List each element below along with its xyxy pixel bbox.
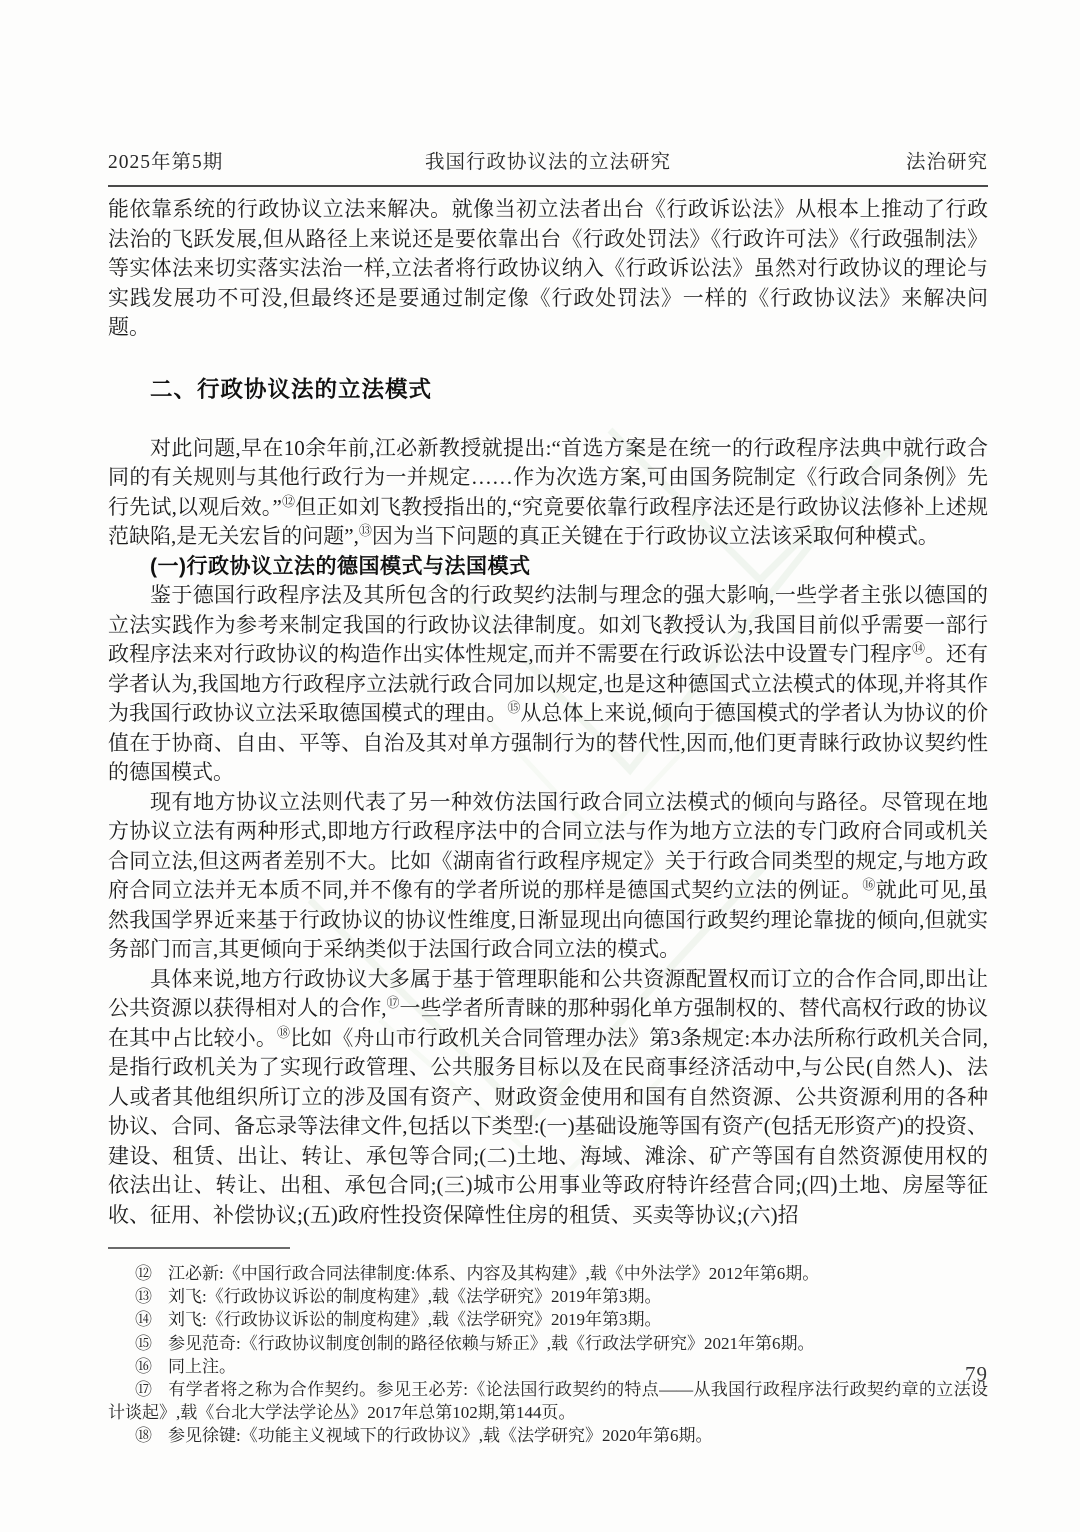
footnote-text: 同上注。 [168,1356,236,1376]
footnote-ref: ⑯ [862,877,876,892]
journal-issue: 2025年第5期 [108,152,224,173]
page-header [108,0,988,187]
footnote-number: ⑯ [135,1356,152,1376]
footnote-ref: ⑮ [507,700,521,715]
footnote-text: 有学者将之称为合作契约。参见王必芳:《论法国行政契约的特点——从我国行政程序法行政契约章的立法设计谈起》,载《台北大学法学论丛》2017年总第102期,第144页。 [108,1380,988,1423]
footnote-number: ⑰ [135,1380,153,1400]
article-body [108,195,988,1230]
footnote-item [108,1308,988,1331]
footnote-text: 江必新:《中国行政合同法律制度:体系、内容及其构建》,载《中外法学》2012年第6期。 [168,1264,820,1283]
body-paragraph: 能依靠系统的行政协议立法来解决。就像当初立法者出台《行政诉讼法》从根本上推动了行政法治的飞跃发展,但从路径上来说还是要依靠出台《行政处罚法》《行政许可法》《行政强制法》等实体法来切实落实法治一样,立法者将行政协议纳入《行政诉讼法》虽然对行政协议的理论与实践发展功不可没,但最终还是要通过制定像《行政处罚法》一样的《行政协议法》来解决问题。 [108,197,988,339]
body-paragraph: 现有地方协议立法则代表了另一种效仿法国行政合同立法模式的倾向与路径。尽管现在地方协议立法有两种形式,即地方行政程序法中的合同立法与作为地方立法的专门政府合同或机关合同立法,但这两者差别不大。比如《湖南省行政程序规定》关于行政合同类型的规定,与地方政府合同立法并无本质不同,并不像有的学者所说的那样是德国式契约立法的例证。⑯就此可见,虽然我国学界近来基于行政协议的协议性维度,日渐显现出向德国行政契约理论靠拢的倾向,但就实务部门而言,其更倾向于采纳类似于法国行政合同立法的模式。 [108,789,989,961]
footnote-text: 参见范奇:《行政协议制度创制的路径依赖与矫正》,载《行政法学研究》2021年第6期。 [168,1333,815,1353]
footnote-ref: ⑬ [358,523,372,538]
footnote-number: ⑭ [135,1310,152,1330]
footnote-item [108,1262,988,1285]
body-paragraph: 对此问题,早在10余年前,江必新教授就提出:“首选方案是在统一的行政程序法典中就行政合同的有关规则与其他行政行为一并规定……作为次选方案,可由国务院制定《行政合同条例》先行先试,以观后效。”⑫但正如刘飞教授指出的,“究竟要依靠行政程序法还是行政协议法修补上述规范缺陷,是无关宏旨的问题”,⑬因为当下问题的真正关键在于行政协议立法该采取何种模式。 [108,435,988,548]
footnote-ref: ⑫ [281,493,296,509]
footnote-ref: ⑱ [277,1024,291,1040]
footnote-text: 刘飞:《行政协议诉讼的制度构建》,载《法学研究》2019年第3期。 [168,1310,662,1330]
footnote-ref: ⑰ [386,995,400,1010]
footnote-number: ⑱ [135,1426,152,1446]
page-number: 79 [965,1362,988,1386]
footnote-list [108,1262,988,1448]
footnote-item [108,1378,988,1424]
running-title: 我国行政协议法的立法研究 [424,152,671,173]
footnote-item [108,1424,988,1447]
footnote-item [108,1332,988,1355]
body-paragraph: 鉴于德国行政程序法及其所包含的行政契约法制与理念的强大影响,一些学者主张以德国的立法实践作为参考来制定我国的行政协议法律制度。如刘飞教授认为,我国目前似乎需要一部行政程序法来对行政协议的构造作出实体性规定,而并不需要在行政诉讼法中设置专门程序⑭。还有学者认为,我国地方行政程序立法就行政合同加以规定,也是这种德国式立法模式的体现,并将其作为我国行政协议立法采取德国模式的理由。⑮从总体上来说,倾向于德国模式的学者认为协议的价值在于协商、自由、平等、自治及其对单方强制行为的替代性,因而,他们更青睐行政协议契约性的德国模式。 [108,583,989,784]
footnote-text: 参见徐键:《功能主义视域下的行政协议》,载《法学研究》2020年第6期。 [168,1426,713,1446]
journal-page [108,0,988,1448]
footnote-number: ⑫ [135,1264,152,1283]
footnote-item [108,1355,988,1378]
section-heading: 二、行政协议法的立法模式 [150,376,433,402]
footnote-separator [108,1247,290,1249]
footnote-ref: ⑭ [911,641,925,656]
journal-name: 法治研究 [905,152,988,173]
footnote-number: ⑮ [135,1333,152,1353]
footnote-text: 刘飞:《行政协议诉讼的制度构建》,载《法学研究》2019年第3期。 [168,1287,662,1307]
section-heading: (一)行政协议立法的德国模式与法国模式 [150,554,531,578]
footnote-number: ⑬ [135,1287,152,1307]
footnote-item [108,1285,988,1308]
body-paragraph: 具体来说,地方行政协议大多属于基于管理职能和公共资源配置权而订立的合作合同,即出让公共资源以获得相对人的合作,⑰一些学者所青睐的那种弱化单方强制权的、替代高权行政的协议在其中占比较小。⑱比如《舟山市行政机关合同管理办法》第3条规定:本办法所称行政机关合同,是指行政机关为了实现行政管理、公共服务目标以及在民商事经济活动中,与公民(自然人)、法人或者其他组织所订立的涉及国有资产、财政资金使用和国有自然资源、公共资源利用的各种协议、合同、备忘录等法律文件,包括以下类型:(一)基础设施等国有资产(包括无形资产)的投资、建设、租赁、出让、转让、承包等合同;(二)土地、海域、滩涂、矿产等国有自然资源使用权的依法出让、转让、出租、承包合同;(三)城市公用事业等政府特许经营合同;(四)土地、房屋等征收、征用、补偿协议;(五)政府性投资保障性住房的租赁、买卖等协议;(六)招 [108,966,989,1227]
